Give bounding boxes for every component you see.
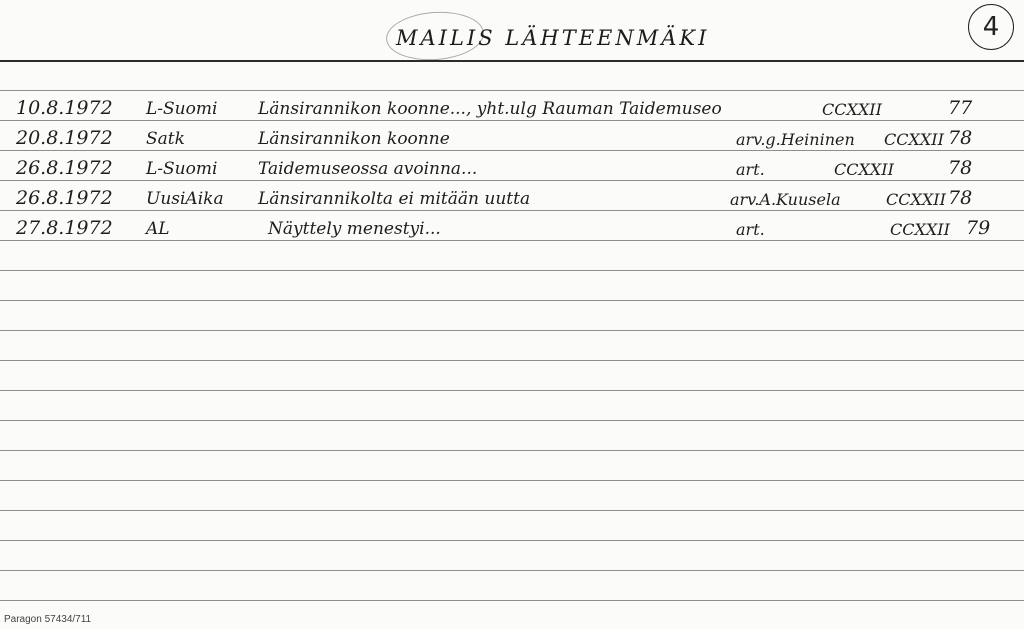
entry-headline: Näyttely menestyi... <box>268 219 441 239</box>
ruled-line <box>0 420 1024 421</box>
ruled-line <box>0 270 1024 271</box>
card-number: 4 <box>968 4 1014 50</box>
entry-headline: Länsirannikon koonne..., yht.ulg Rauman Taidemuseo <box>258 99 722 119</box>
entry-row <box>0 150 1024 180</box>
ruled-line <box>0 510 1024 511</box>
entry-headline: Länsirannikolta ei mitään uutta <box>258 189 531 209</box>
entry-paper: AL <box>146 219 170 239</box>
entry-page: 78 <box>948 187 973 209</box>
entry-headline: Taidemuseossa avoinna... <box>258 159 478 179</box>
entry-volume: CCXXII <box>822 100 882 119</box>
ruled-line <box>0 300 1024 301</box>
entry-volume: CCXXII <box>884 130 944 149</box>
entry-volume: CCXXII <box>886 190 946 209</box>
entry-row <box>0 90 1024 120</box>
entry-paper: UusiAika <box>146 189 224 209</box>
entry-page: 79 <box>966 217 991 239</box>
ruled-line <box>0 600 1024 601</box>
ruled-line <box>0 540 1024 541</box>
ruled-line <box>0 480 1024 481</box>
entry-author: arv.g.Heininen <box>736 130 855 149</box>
entry-volume: CCXXII <box>834 160 894 179</box>
entry-page: 78 <box>948 127 973 149</box>
entry-row <box>0 180 1024 210</box>
entry-paper: L-Suomi <box>146 159 218 179</box>
card-title: MAILIS LÄHTEENMÄKI <box>396 26 710 50</box>
ruled-line <box>0 240 1024 241</box>
ruled-line <box>0 360 1024 361</box>
ruled-line <box>0 450 1024 451</box>
entry-date: 27.8.1972 <box>16 217 113 239</box>
entry-row <box>0 120 1024 150</box>
ruled-line <box>0 390 1024 391</box>
entry-headline: Länsirannikon koonne <box>258 129 450 149</box>
ruled-line <box>0 330 1024 331</box>
entry-author: art. <box>736 220 765 239</box>
entry-date: 26.8.1972 <box>16 187 113 209</box>
entry-author: arv.A.Kuusela <box>730 190 841 209</box>
entry-page: 77 <box>948 97 973 119</box>
entry-page: 78 <box>948 157 973 179</box>
entry-paper: Satk <box>146 129 185 149</box>
entry-paper: L-Suomi <box>146 99 218 119</box>
entry-date: 26.8.1972 <box>16 157 113 179</box>
ruled-line <box>0 570 1024 571</box>
entry-row <box>0 210 1024 240</box>
header-rule <box>0 60 1024 62</box>
printer-mark: Paragon 57434/711 <box>4 614 92 625</box>
entry-volume: CCXXII <box>890 220 950 239</box>
entry-date: 20.8.1972 <box>16 127 113 149</box>
entry-author: art. <box>736 160 765 179</box>
entry-date: 10.8.1972 <box>16 97 113 119</box>
